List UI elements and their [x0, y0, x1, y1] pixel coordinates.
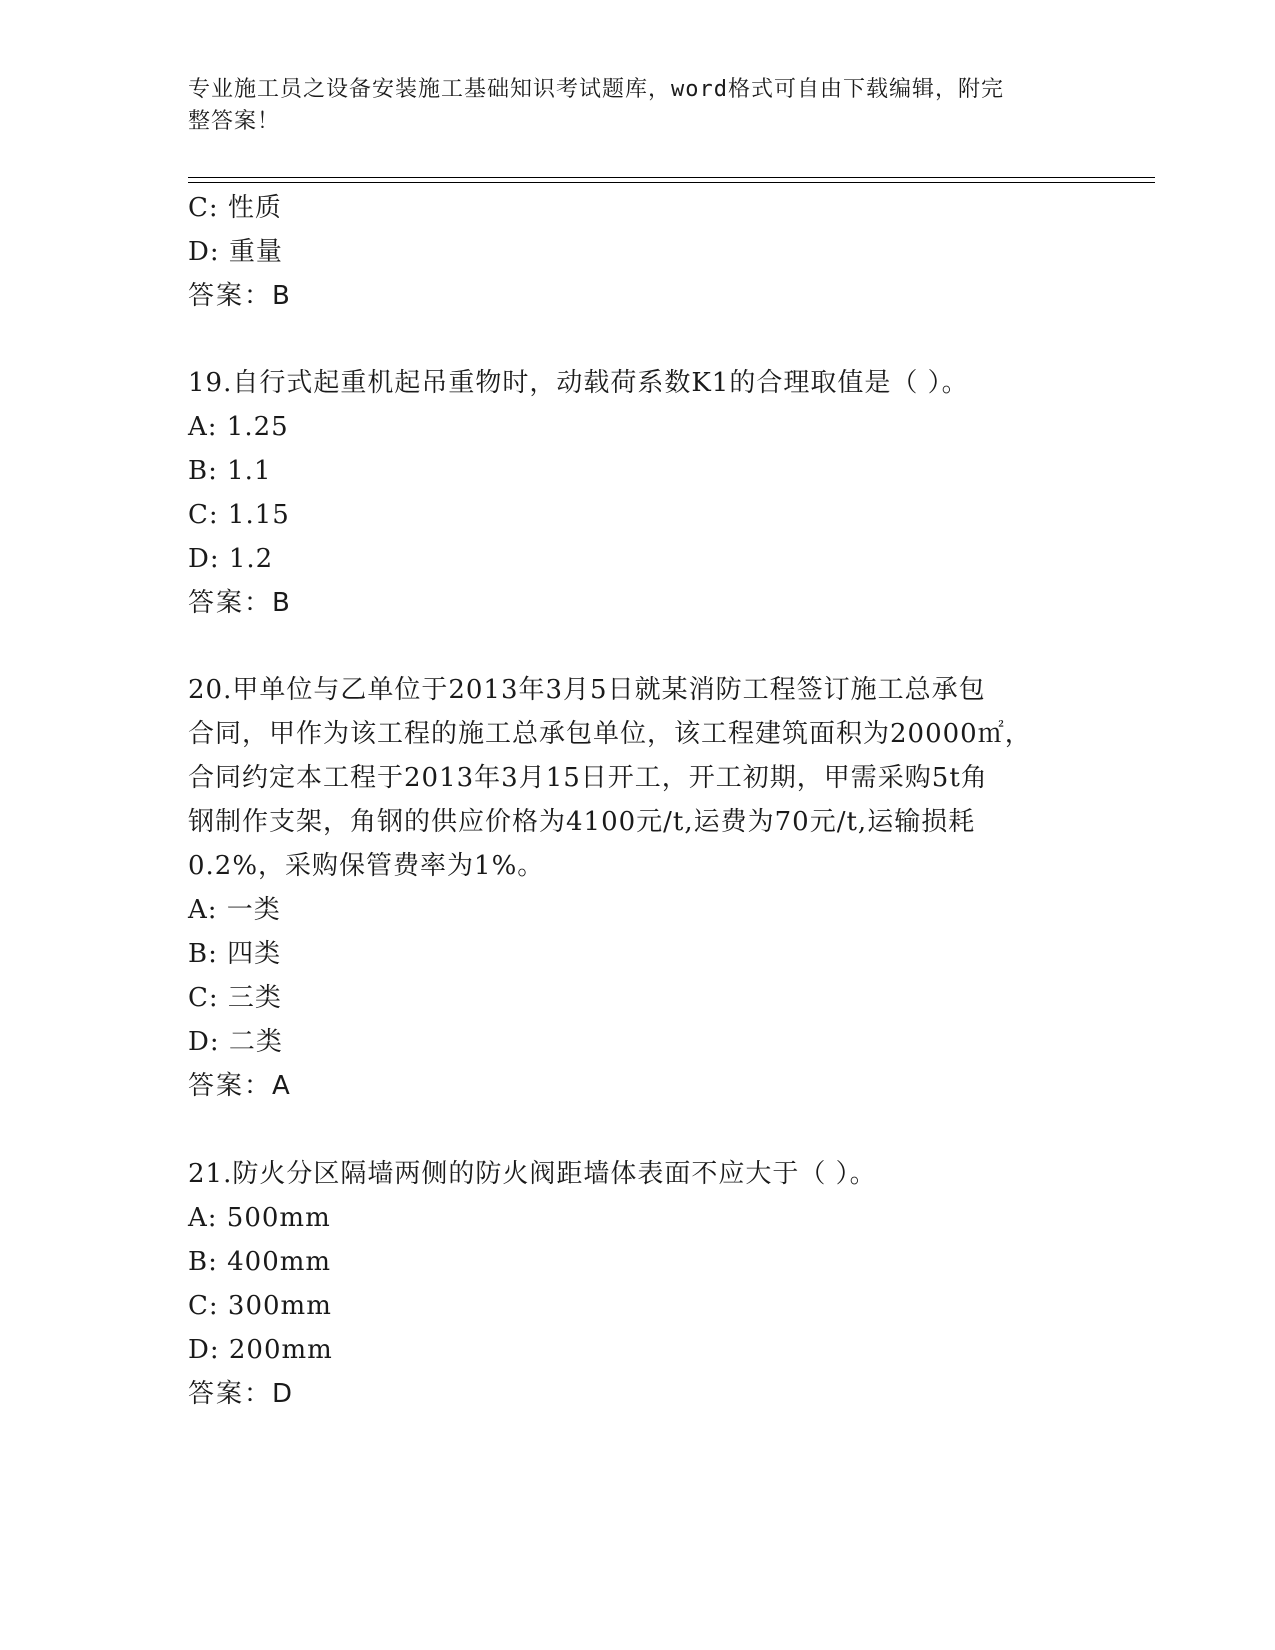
header-line-2: 整答案！ — [188, 109, 281, 134]
q21-option-d: D: 200mm — [188, 1335, 333, 1365]
q20-answer: 答案：A — [188, 1071, 292, 1101]
page-header — [188, 74, 1068, 138]
q19-option-b: B: 1.1 — [188, 456, 272, 486]
q19-answer: 答案：B — [188, 588, 292, 618]
q20-stem-line-3: 合同约定本工程于2013年3月15日开工，开工初期，甲需采购5t角 — [188, 763, 988, 793]
q20-stem-line-5: 0.2%，采购保管费率为1%。 — [188, 851, 545, 881]
q21-stem: 21.防火分区隔墙两侧的防火阀距墙体表面不应大于（ ）。 — [188, 1159, 877, 1189]
header-line-1: 专业施工员之设备安装施工基础知识考试题库，word格式可自由下载编辑，附完 — [188, 77, 1004, 102]
q21-answer: 答案：D — [188, 1379, 295, 1409]
q19-stem: 19.自行式起重机起吊重物时，动载荷系数K1的合理取值是（ ）。 — [188, 368, 969, 398]
q19-option-c: C: 1.15 — [188, 500, 290, 530]
q20-option-b: B: 四类 — [188, 939, 282, 969]
q18-option-d: D: 重量 — [188, 237, 283, 267]
q20-stem-line-4: 钢制作支架，角钢的供应价格为4100元/t,运费为70元/t,运输损耗 — [188, 807, 976, 837]
q20-stem-line-1: 20.甲单位与乙单位于2013年3月5日就某消防工程签订施工总承包 — [188, 675, 986, 705]
q21-option-b: B: 400mm — [188, 1247, 332, 1277]
q20-option-c: C: 三类 — [188, 983, 282, 1013]
header-divider-top — [188, 177, 1155, 178]
q20-option-d: D: 二类 — [188, 1027, 283, 1057]
q19-option-a: A: 1.25 — [188, 412, 289, 442]
q20-option-a: A: 一类 — [188, 895, 281, 925]
q18-answer: 答案：B — [188, 281, 292, 311]
header-divider-bottom — [188, 182, 1155, 183]
q18-option-c: C: 性质 — [188, 193, 282, 223]
q19-option-d: D: 1.2 — [188, 544, 274, 574]
q21-option-c: C: 300mm — [188, 1291, 332, 1321]
q20-stem-line-2: 合同，甲作为该工程的施工总承包单位，该工程建筑面积为20000㎡， — [188, 719, 1032, 749]
q21-option-a: A: 500mm — [188, 1203, 331, 1233]
